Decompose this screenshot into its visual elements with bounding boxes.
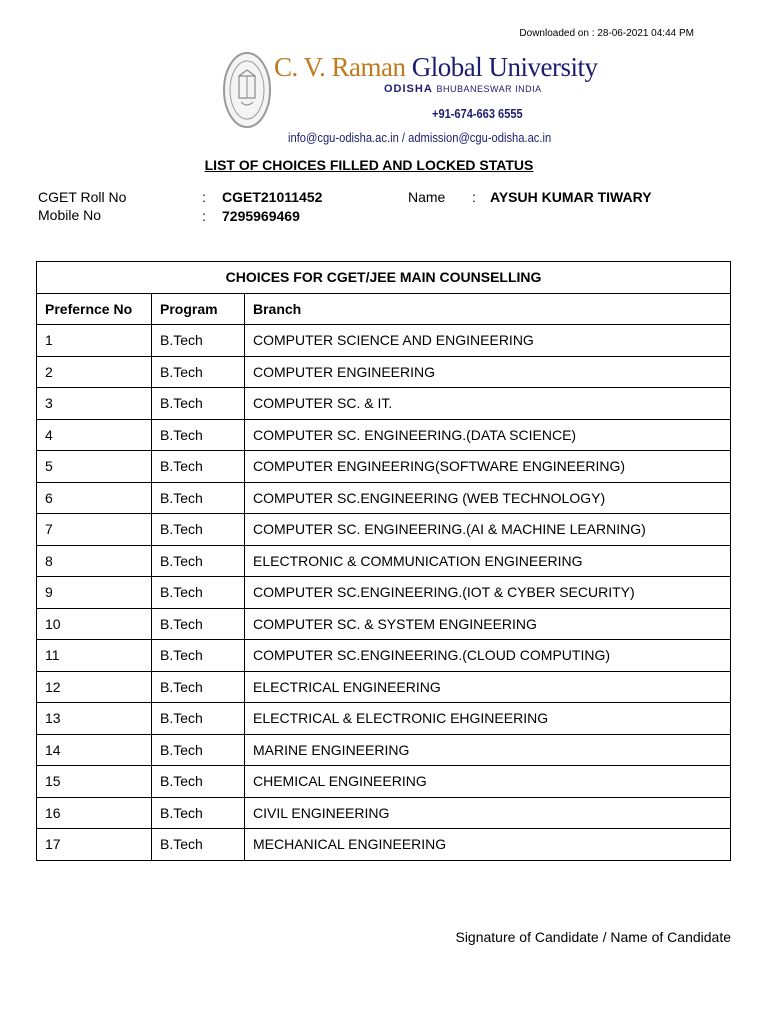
preference-no-cell: 10 <box>37 608 152 640</box>
preference-no-cell: 7 <box>37 514 152 546</box>
program-cell: B.Tech <box>152 388 245 420</box>
table-row <box>37 388 731 420</box>
preference-no-cell: 9 <box>37 577 152 609</box>
program-cell: B.Tech <box>152 356 245 388</box>
table-row <box>37 451 731 483</box>
branch-cell: COMPUTER SC. & IT. <box>245 388 731 420</box>
location-main: ODISHA <box>384 83 433 95</box>
preference-no-cell: 3 <box>37 388 152 420</box>
branch-cell: MECHANICAL ENGINEERING <box>245 829 731 861</box>
program-cell: B.Tech <box>152 703 245 735</box>
mobile-no-separator: : <box>202 208 206 224</box>
signature-label: Signature of Candidate / Name of Candidate <box>455 929 731 945</box>
program-cell: B.Tech <box>152 608 245 640</box>
table-row <box>37 608 731 640</box>
table-row <box>37 419 731 451</box>
program-cell: B.Tech <box>152 640 245 672</box>
program-cell: B.Tech <box>152 514 245 546</box>
table-row <box>37 829 731 861</box>
roll-no-value: CGET21011452 <box>222 189 323 205</box>
branch-cell: MARINE ENGINEERING <box>245 734 731 766</box>
program-cell: B.Tech <box>152 671 245 703</box>
university-phone: +91-674-663 6555 <box>432 106 523 121</box>
table-row <box>37 356 731 388</box>
preference-no-cell: 14 <box>37 734 152 766</box>
roll-no-separator: : <box>202 189 206 205</box>
preference-no-cell: 13 <box>37 703 152 735</box>
preference-no-cell: 11 <box>37 640 152 672</box>
university-name-part2: Global University <box>411 52 598 82</box>
university-name-part1: C. V. Raman <box>274 52 406 82</box>
table-row <box>37 640 731 672</box>
branch-cell: ELECTRICAL ENGINEERING <box>245 671 731 703</box>
branch-cell: CIVIL ENGINEERING <box>245 797 731 829</box>
university-seal-icon <box>222 50 272 130</box>
table-header-row <box>37 293 731 325</box>
preference-no-cell: 16 <box>37 797 152 829</box>
branch-cell: COMPUTER SCIENCE AND ENGINEERING <box>245 325 731 357</box>
branch-cell: COMPUTER SC. & SYSTEM ENGINEERING <box>245 608 731 640</box>
mobile-no-value: 7295969469 <box>222 208 300 224</box>
program-cell: B.Tech <box>152 734 245 766</box>
branch-cell: ELECTRICAL & ELECTRONIC EHGINEERING <box>245 703 731 735</box>
page-title: LIST OF CHOICES FILLED AND LOCKED STATUS <box>204 157 534 173</box>
table-row <box>37 325 731 357</box>
table-row <box>37 671 731 703</box>
location-sub: BHUBANESWAR INDIA <box>436 84 542 94</box>
column-header-preference: Prefernce No <box>37 293 152 325</box>
column-header-program: Program <box>152 293 245 325</box>
branch-cell: COMPUTER SC.ENGINEERING.(IOT & CYBER SECURITY) <box>245 577 731 609</box>
roll-no-label: CGET Roll No <box>38 189 127 205</box>
university-header <box>222 50 598 150</box>
preference-no-cell: 6 <box>37 482 152 514</box>
program-cell: B.Tech <box>152 419 245 451</box>
branch-cell: COMPUTER SC. ENGINEERING.(AI & MACHINE LEARNING) <box>245 514 731 546</box>
program-cell: B.Tech <box>152 451 245 483</box>
preference-no-cell: 15 <box>37 766 152 798</box>
name-value: AYSUH KUMAR TIWARY <box>490 189 652 205</box>
table-caption: CHOICES FOR CGET/JEE MAIN COUNSELLING <box>37 262 731 294</box>
table-row <box>37 577 731 609</box>
branch-cell: COMPUTER SC.ENGINEERING (WEB TECHNOLOGY) <box>245 482 731 514</box>
branch-cell: ELECTRONIC & COMMUNICATION ENGINEERING <box>245 545 731 577</box>
table-row <box>37 545 731 577</box>
program-cell: B.Tech <box>152 577 245 609</box>
preference-no-cell: 12 <box>37 671 152 703</box>
branch-cell: CHEMICAL ENGINEERING <box>245 766 731 798</box>
table-row <box>37 734 731 766</box>
program-cell: B.Tech <box>152 482 245 514</box>
university-email: info@cgu-odisha.ac.in / admission@cgu-odisha.ac.in <box>288 130 552 145</box>
branch-cell: COMPUTER SC.ENGINEERING.(CLOUD COMPUTING) <box>245 640 731 672</box>
branch-cell: COMPUTER ENGINEERING(SOFTWARE ENGINEERING) <box>245 451 731 483</box>
branch-cell: COMPUTER SC. ENGINEERING.(DATA SCIENCE) <box>245 419 731 451</box>
choices-table <box>36 261 731 861</box>
preference-no-cell: 5 <box>37 451 152 483</box>
program-cell: B.Tech <box>152 325 245 357</box>
preference-no-cell: 8 <box>37 545 152 577</box>
table-row <box>37 514 731 546</box>
preference-no-cell: 17 <box>37 829 152 861</box>
preference-no-cell: 2 <box>37 356 152 388</box>
university-name <box>274 52 598 83</box>
table-row <box>37 703 731 735</box>
table-caption-row <box>37 262 731 294</box>
preference-no-cell: 1 <box>37 325 152 357</box>
name-label: Name <box>408 189 446 205</box>
branch-cell: COMPUTER ENGINEERING <box>245 356 731 388</box>
program-cell: B.Tech <box>152 829 245 861</box>
mobile-no-label: Mobile No <box>38 207 102 223</box>
column-header-branch: Branch <box>245 293 731 325</box>
program-cell: B.Tech <box>152 766 245 798</box>
name-separator: : <box>472 189 476 205</box>
table-row <box>37 482 731 514</box>
table-row <box>37 797 731 829</box>
preference-no-cell: 4 <box>37 419 152 451</box>
program-cell: B.Tech <box>152 797 245 829</box>
program-cell: B.Tech <box>152 545 245 577</box>
university-location <box>384 83 542 95</box>
download-timestamp: Downloaded on : 28-06-2021 04:44 PM <box>519 28 694 39</box>
table-row <box>37 766 731 798</box>
